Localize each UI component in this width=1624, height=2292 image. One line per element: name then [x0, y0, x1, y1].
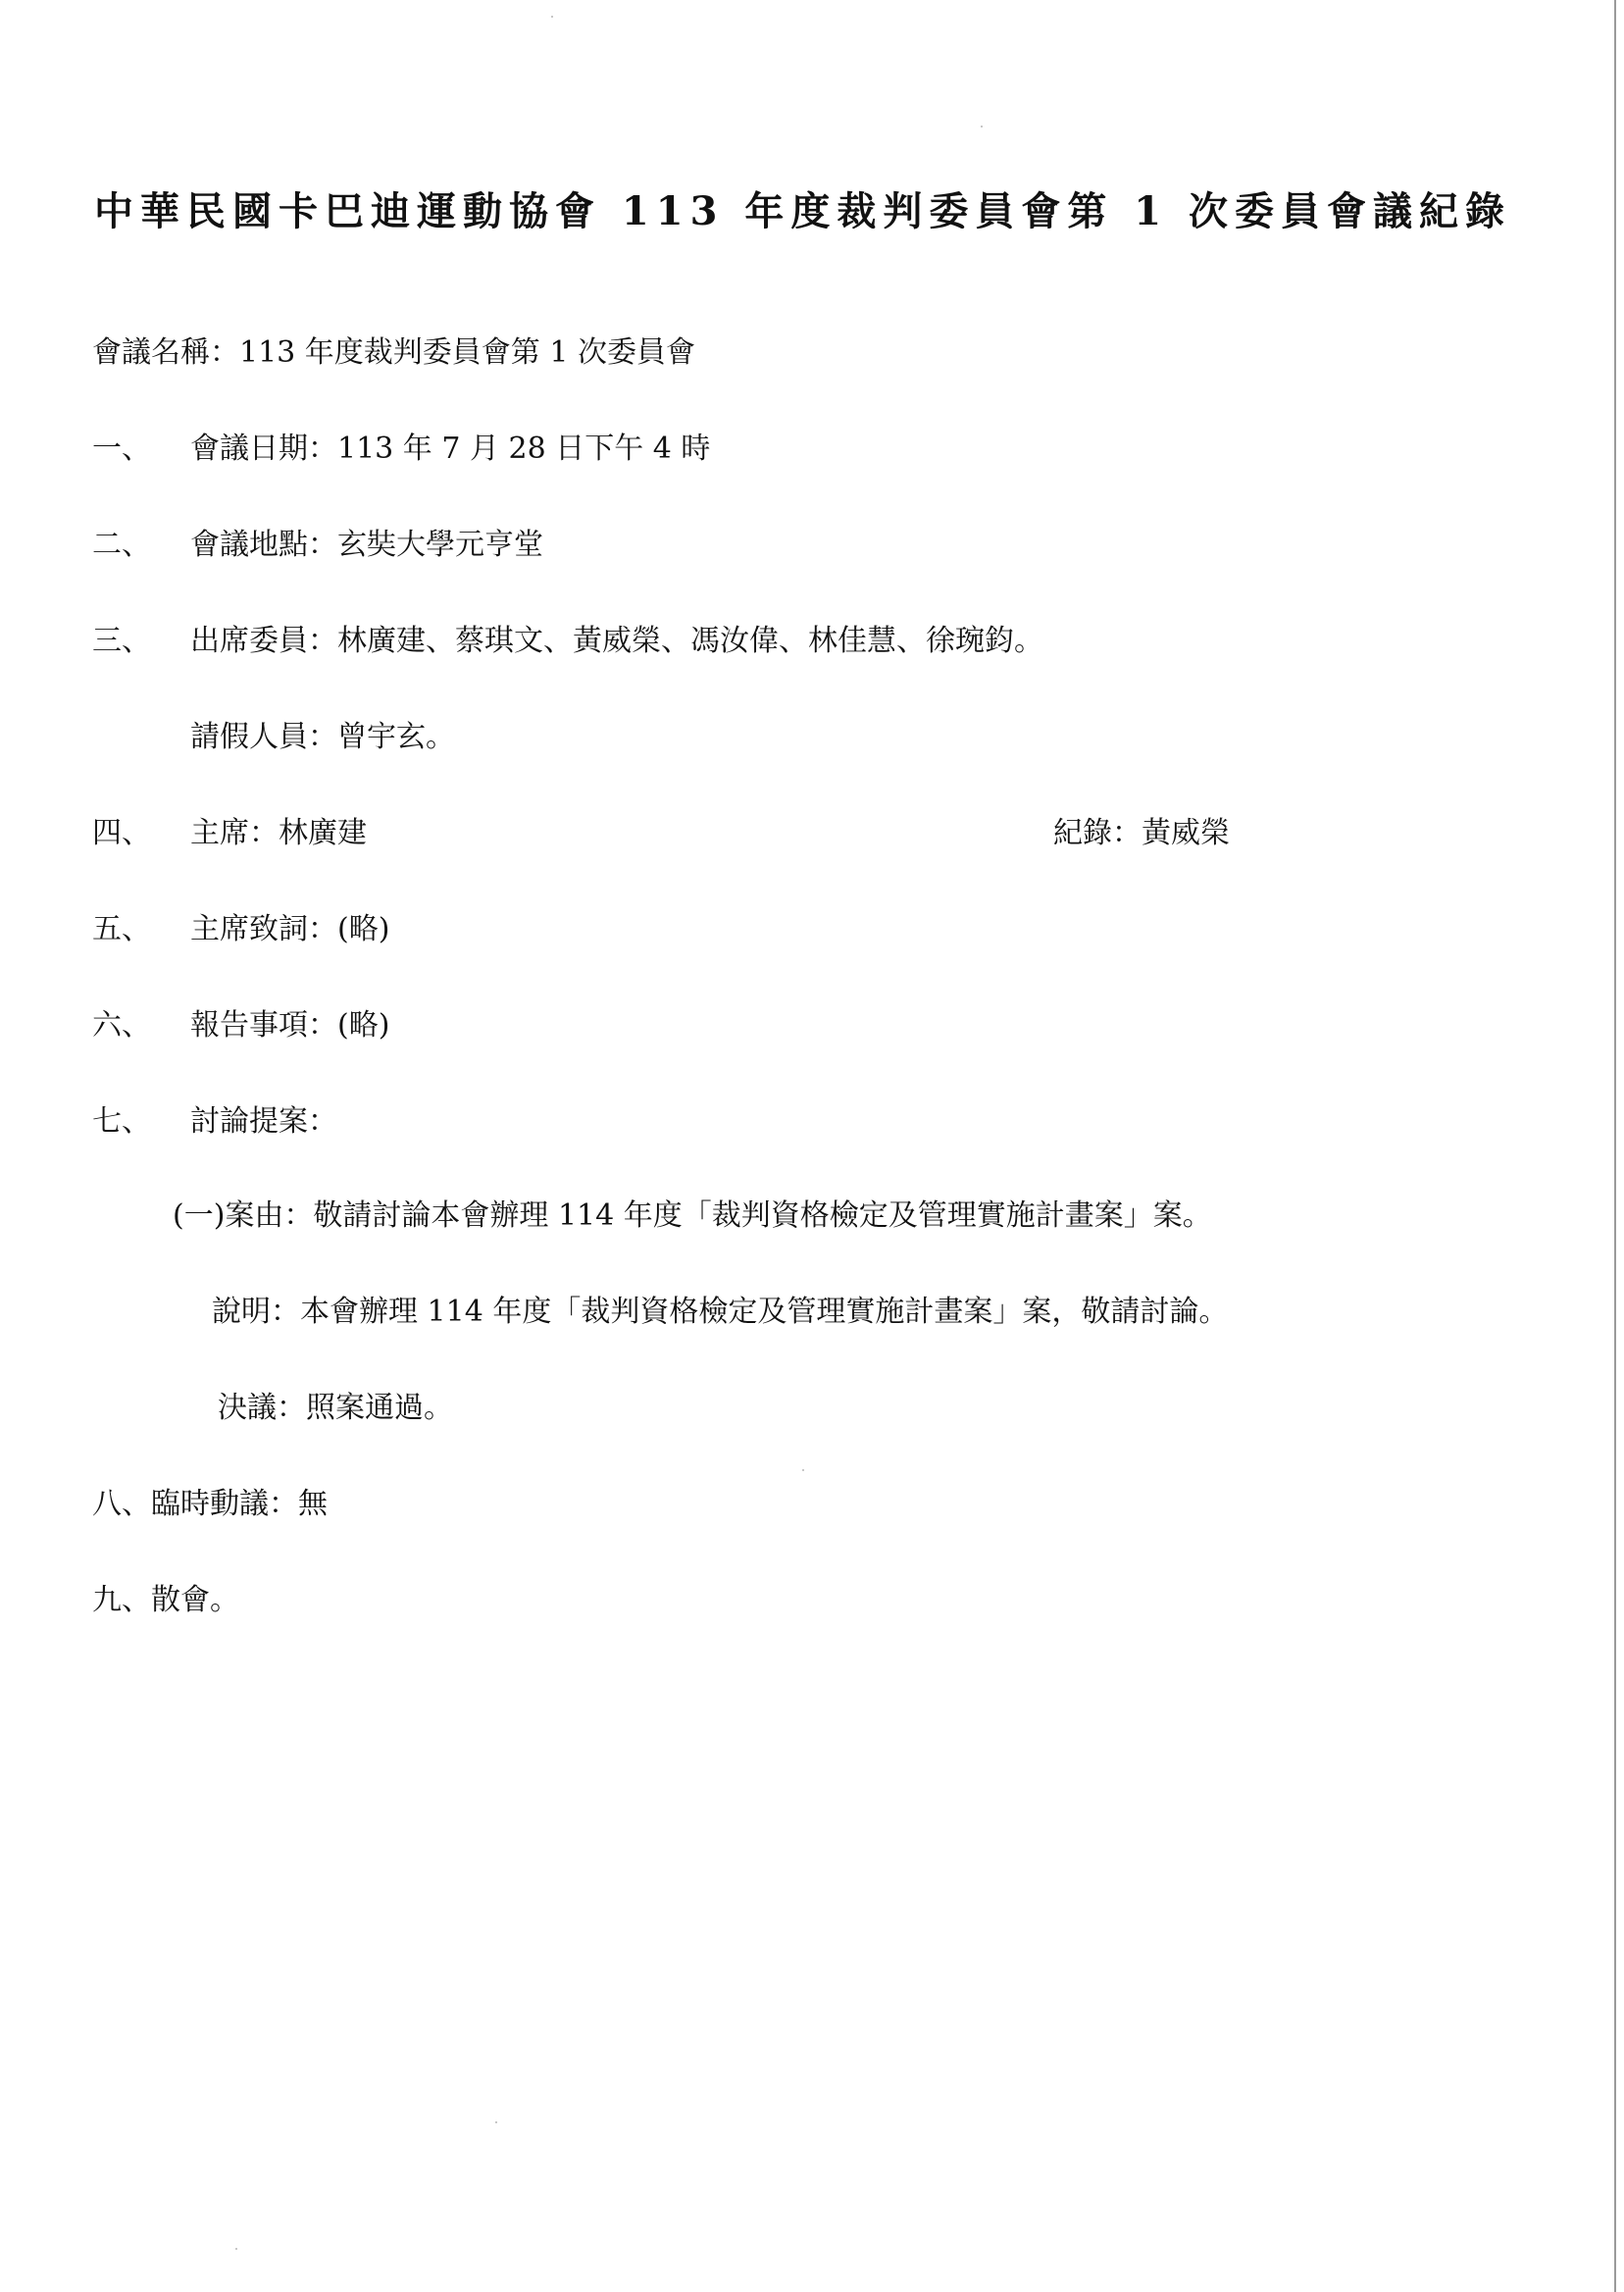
- meeting-name: 會議名稱：113 年度裁判委員會第 1 次委員會: [92, 335, 695, 370]
- report-items: 報告事項：(略): [190, 1008, 390, 1043]
- proposal-resolution: 決議：照案通過。: [218, 1391, 453, 1425]
- item-number: 六、: [92, 1008, 151, 1043]
- scan-speck: [981, 126, 983, 127]
- item-number: 七、: [92, 1104, 151, 1139]
- recorder: 紀錄：黃威榮: [1053, 816, 1230, 850]
- meeting-location: 會議地點：玄奘大學元亨堂: [190, 528, 543, 562]
- proposal-case: (一)案由：敬請討論本會辦理 114 年度「裁判資格檢定及管理實施計畫案」案。: [173, 1198, 1212, 1233]
- absent-members: 請假人員：曾宇玄。: [190, 720, 455, 754]
- scan-speck: [235, 2248, 237, 2250]
- item-number: 一、: [92, 432, 151, 466]
- chairperson: 主席：林廣建: [190, 816, 367, 850]
- chair-speech: 主席致詞：(略): [190, 912, 390, 946]
- attending-members: 出席委員：林廣建、蔡琪文、黃威榮、馮汝偉、林佳慧、徐琬鈞。: [190, 624, 1043, 658]
- document-title: 中華民國卡巴迪運動協會 113 年度裁判委員會第 1 次委員會議紀錄: [94, 188, 1512, 234]
- extempore-motions: 八、臨時動議：無: [92, 1487, 328, 1521]
- scan-speck: [802, 1469, 804, 1471]
- adjournment: 九、散會。: [92, 1583, 239, 1617]
- item-number: 二、: [92, 528, 151, 562]
- item-number: 五、: [92, 912, 151, 946]
- scan-speck: [551, 16, 553, 18]
- item-number: 四、: [92, 816, 151, 850]
- item-number: 三、: [92, 624, 151, 658]
- discussion-proposals: 討論提案：: [190, 1104, 337, 1139]
- scan-page-edge: [1614, 0, 1616, 2292]
- proposal-explanation: 說明：本會辦理 114 年度「裁判資格檢定及管理實施計畫案」案，敬請討論。: [212, 1295, 1229, 1329]
- scan-speck: [495, 2121, 497, 2123]
- meeting-date: 會議日期：113 年 7 月 28 日下午 4 時: [190, 432, 711, 466]
